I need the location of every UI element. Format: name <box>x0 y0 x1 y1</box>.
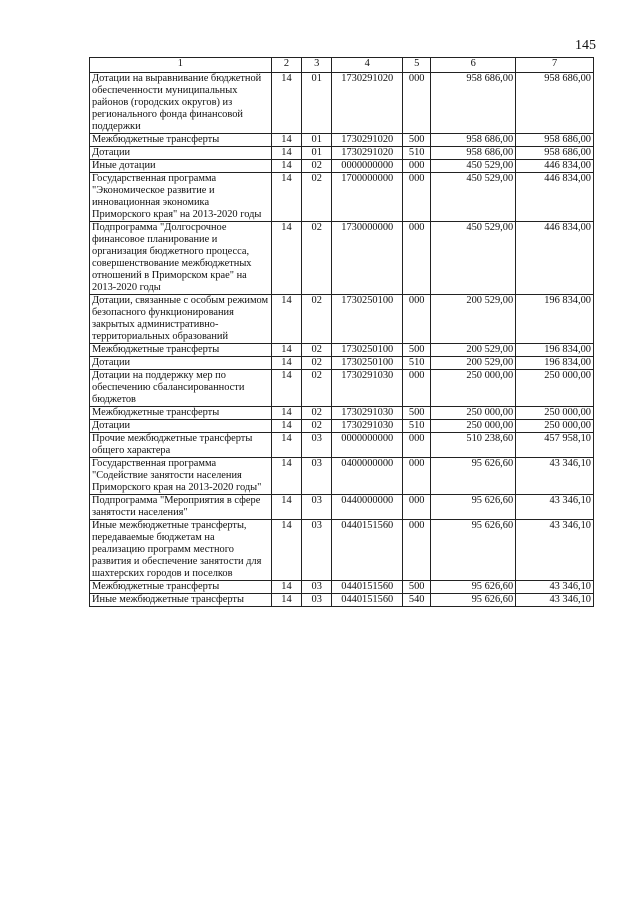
section-code: 14 <box>271 581 301 594</box>
section-code: 14 <box>271 357 301 370</box>
target-article-code: 0000000000 <box>332 433 403 458</box>
row-name: Дотации <box>90 357 272 370</box>
target-article-code: 0000000000 <box>332 160 403 173</box>
subsection-code: 02 <box>302 295 332 344</box>
table-row <box>90 458 594 495</box>
target-article-code: 0440151560 <box>332 581 403 594</box>
section-code: 14 <box>271 370 301 407</box>
target-article-code: 0440000000 <box>332 495 403 520</box>
expense-type-code: 510 <box>403 420 431 433</box>
table-row <box>90 420 594 433</box>
table-row <box>90 147 594 160</box>
amount-col-6: 958 686,00 <box>431 73 516 134</box>
section-code: 14 <box>271 173 301 222</box>
subsection-code: 03 <box>302 433 332 458</box>
subsection-code: 02 <box>302 222 332 295</box>
amount-col-7: 43 346,10 <box>516 495 594 520</box>
table-row <box>90 160 594 173</box>
section-code: 14 <box>271 295 301 344</box>
amount-col-6: 200 529,00 <box>431 357 516 370</box>
header-row <box>90 58 594 73</box>
column-header-2: 2 <box>271 58 301 73</box>
row-name: Дотации, связанные с особым режимом безопасного функционирования закрытых административно-территориальных образований <box>90 295 272 344</box>
expense-type-code: 000 <box>403 295 431 344</box>
table-row <box>90 173 594 222</box>
subsection-code: 03 <box>302 581 332 594</box>
row-name: Иные дотации <box>90 160 272 173</box>
table-row <box>90 370 594 407</box>
table-header <box>90 58 594 73</box>
target-article-code: 1730291030 <box>332 420 403 433</box>
subsection-code: 01 <box>302 73 332 134</box>
amount-col-7: 457 958,10 <box>516 433 594 458</box>
amount-col-7: 196 834,00 <box>516 344 594 357</box>
amount-col-6: 958 686,00 <box>431 147 516 160</box>
expense-type-code: 000 <box>403 160 431 173</box>
target-article-code: 1730250100 <box>332 295 403 344</box>
subsection-code: 03 <box>302 594 332 607</box>
row-name: Дотации на выравнивание бюджетной обеспеченности муниципальных районов (городских округов) из регионального фонда финансовой поддержки <box>90 73 272 134</box>
expense-type-code: 510 <box>403 357 431 370</box>
target-article-code: 1700000000 <box>332 173 403 222</box>
table-row <box>90 594 594 607</box>
expense-type-code: 500 <box>403 344 431 357</box>
table-row <box>90 495 594 520</box>
section-code: 14 <box>271 520 301 581</box>
column-header-7: 7 <box>516 58 594 73</box>
subsection-code: 02 <box>302 407 332 420</box>
amount-col-7: 446 834,00 <box>516 160 594 173</box>
subsection-code: 03 <box>302 495 332 520</box>
target-article-code: 1730000000 <box>332 222 403 295</box>
column-header-3: 3 <box>302 58 332 73</box>
amount-col-7: 958 686,00 <box>516 134 594 147</box>
expense-type-code: 500 <box>403 581 431 594</box>
amount-col-6: 95 626,60 <box>431 581 516 594</box>
table-row <box>90 295 594 344</box>
row-name: Межбюджетные трансферты <box>90 134 272 147</box>
column-header-6: 6 <box>431 58 516 73</box>
target-article-code: 1730291020 <box>332 134 403 147</box>
row-name: Подпрограмма "Долгосрочное финансовое планирование и организация бюджетного процесса, совершенствование межбюджетных отношений в Приморском крае" на 2013-2020 годы <box>90 222 272 295</box>
expense-type-code: 540 <box>403 594 431 607</box>
row-name: Прочие межбюджетные трансферты общего характера <box>90 433 272 458</box>
subsection-code: 03 <box>302 458 332 495</box>
row-name: Дотации <box>90 420 272 433</box>
target-article-code: 1730291020 <box>332 147 403 160</box>
amount-col-7: 446 834,00 <box>516 173 594 222</box>
row-name: Дотации <box>90 147 272 160</box>
row-name: Подпрограмма "Мероприятия в сфере занятости населения" <box>90 495 272 520</box>
section-code: 14 <box>271 134 301 147</box>
amount-col-6: 95 626,60 <box>431 520 516 581</box>
subsection-code: 02 <box>302 420 332 433</box>
section-code: 14 <box>271 458 301 495</box>
amount-col-7: 196 834,00 <box>516 357 594 370</box>
row-name: Дотации на поддержку мер по обеспечению сбалансированности бюджетов <box>90 370 272 407</box>
amount-col-6: 95 626,60 <box>431 458 516 495</box>
subsection-code: 02 <box>302 357 332 370</box>
row-name: Межбюджетные трансферты <box>90 581 272 594</box>
section-code: 14 <box>271 344 301 357</box>
amount-col-6: 450 529,00 <box>431 173 516 222</box>
column-header-1: 1 <box>90 58 272 73</box>
section-code: 14 <box>271 160 301 173</box>
column-header-4: 4 <box>332 58 403 73</box>
section-code: 14 <box>271 420 301 433</box>
amount-col-7: 250 000,00 <box>516 370 594 407</box>
table-row <box>90 581 594 594</box>
section-code: 14 <box>271 594 301 607</box>
page-number: 145 <box>575 38 596 53</box>
table-row <box>90 222 594 295</box>
table-row <box>90 433 594 458</box>
table-row <box>90 344 594 357</box>
expense-type-code: 000 <box>403 495 431 520</box>
section-code: 14 <box>271 147 301 160</box>
subsection-code: 02 <box>302 173 332 222</box>
amount-col-7: 958 686,00 <box>516 73 594 134</box>
amount-col-6: 250 000,00 <box>431 370 516 407</box>
target-article-code: 1730291030 <box>332 407 403 420</box>
amount-col-6: 200 529,00 <box>431 344 516 357</box>
amount-col-6: 510 238,60 <box>431 433 516 458</box>
subsection-code: 02 <box>302 370 332 407</box>
amount-col-6: 958 686,00 <box>431 134 516 147</box>
expense-type-code: 000 <box>403 222 431 295</box>
amount-col-7: 446 834,00 <box>516 222 594 295</box>
row-name: Иные межбюджетные трансферты, передаваемые бюджетам на реализацию программ местного развития и обеспечение занятости для шахтерских городов и поселков <box>90 520 272 581</box>
table-row <box>90 73 594 134</box>
section-code: 14 <box>271 495 301 520</box>
expense-type-code: 500 <box>403 407 431 420</box>
row-name: Межбюджетные трансферты <box>90 344 272 357</box>
row-name: Государственная программа "Экономическое развитие и инновационная экономика Приморского края" на 2013-2020 годы <box>90 173 272 222</box>
target-article-code: 1730250100 <box>332 344 403 357</box>
target-article-code: 0440151560 <box>332 520 403 581</box>
target-article-code: 0400000000 <box>332 458 403 495</box>
subsection-code: 01 <box>302 147 332 160</box>
amount-col-6: 250 000,00 <box>431 420 516 433</box>
expense-type-code: 000 <box>403 173 431 222</box>
target-article-code: 1730291030 <box>332 370 403 407</box>
column-header-5: 5 <box>403 58 431 73</box>
target-article-code: 0440151560 <box>332 594 403 607</box>
subsection-code: 03 <box>302 520 332 581</box>
table-row <box>90 520 594 581</box>
subsection-code: 01 <box>302 134 332 147</box>
amount-col-6: 450 529,00 <box>431 160 516 173</box>
amount-col-7: 196 834,00 <box>516 295 594 344</box>
expense-type-code: 500 <box>403 134 431 147</box>
subsection-code: 02 <box>302 160 332 173</box>
amount-col-7: 250 000,00 <box>516 407 594 420</box>
row-name: Иные межбюджетные трансферты <box>90 594 272 607</box>
amount-col-7: 250 000,00 <box>516 420 594 433</box>
section-code: 14 <box>271 73 301 134</box>
amount-col-7: 43 346,10 <box>516 581 594 594</box>
row-name: Межбюджетные трансферты <box>90 407 272 420</box>
expense-type-code: 000 <box>403 370 431 407</box>
row-name: Государственная программа "Содействие занятости населения Приморского края на 2013-2020 годы" <box>90 458 272 495</box>
expense-type-code: 000 <box>403 520 431 581</box>
expense-type-code: 000 <box>403 433 431 458</box>
amount-col-6: 95 626,60 <box>431 495 516 520</box>
section-code: 14 <box>271 433 301 458</box>
expense-type-code: 000 <box>403 458 431 495</box>
amount-col-7: 958 686,00 <box>516 147 594 160</box>
target-article-code: 1730291020 <box>332 73 403 134</box>
table-row <box>90 407 594 420</box>
budget-table <box>89 57 594 607</box>
amount-col-7: 43 346,10 <box>516 520 594 581</box>
table-row <box>90 134 594 147</box>
table-body <box>90 73 594 607</box>
subsection-code: 02 <box>302 344 332 357</box>
table-row <box>90 357 594 370</box>
amount-col-6: 450 529,00 <box>431 222 516 295</box>
expense-type-code: 000 <box>403 73 431 134</box>
expense-type-code: 510 <box>403 147 431 160</box>
amount-col-7: 43 346,10 <box>516 594 594 607</box>
section-code: 14 <box>271 222 301 295</box>
section-code: 14 <box>271 407 301 420</box>
target-article-code: 1730250100 <box>332 357 403 370</box>
amount-col-7: 43 346,10 <box>516 458 594 495</box>
amount-col-6: 250 000,00 <box>431 407 516 420</box>
amount-col-6: 95 626,60 <box>431 594 516 607</box>
amount-col-6: 200 529,00 <box>431 295 516 344</box>
